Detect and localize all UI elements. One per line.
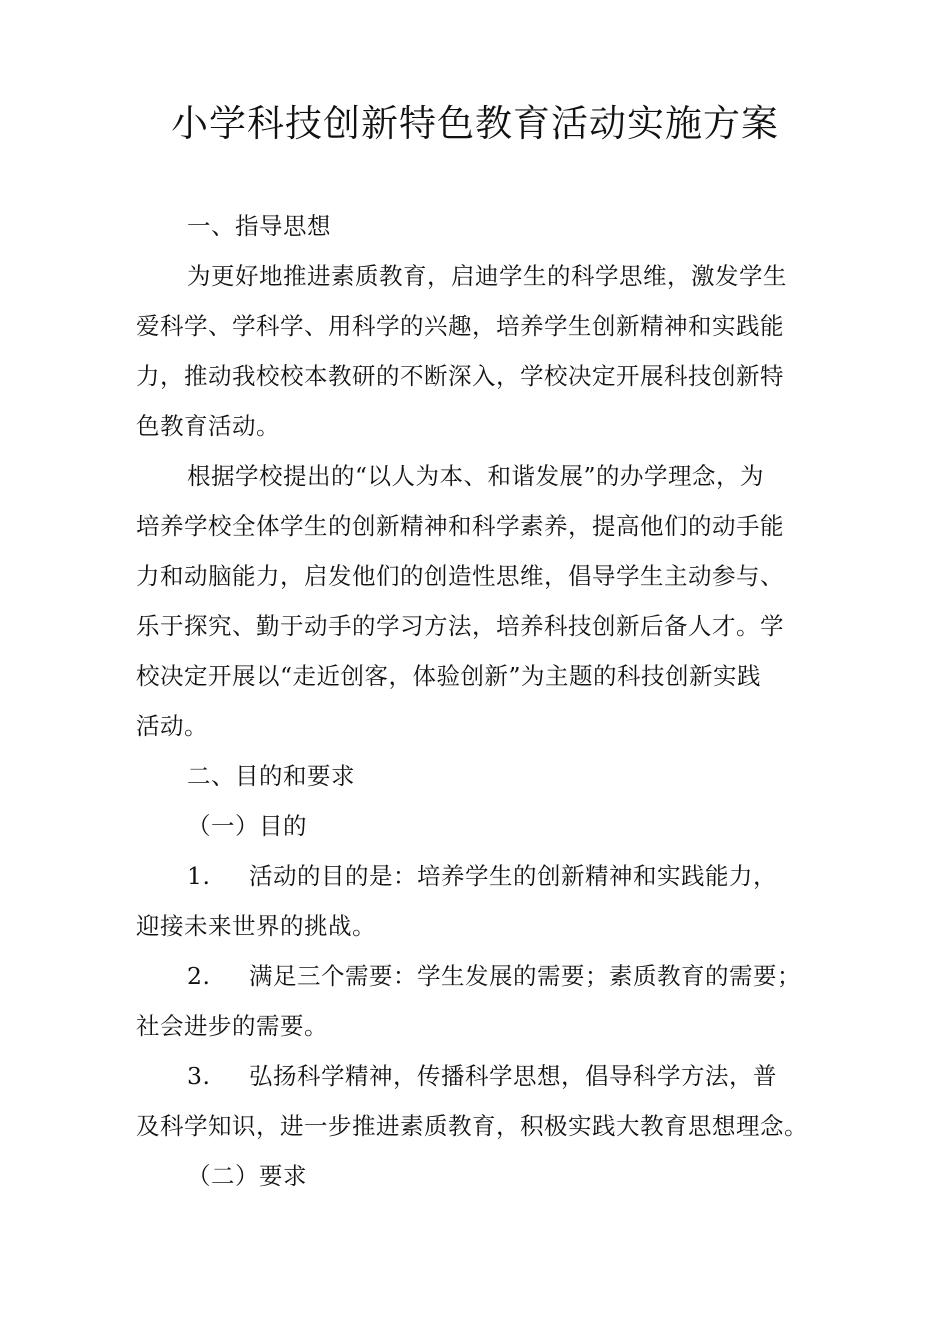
paragraph-line: 社会进步的需要。 [136, 1012, 328, 1040]
paragraph-line: 活动。 [136, 712, 208, 740]
subsection-heading-purpose: （一）目的 [187, 812, 307, 840]
section-heading-guiding-thought: 一、指导思想 [187, 212, 331, 240]
paragraph-line: 根据学校提出的“以人为本、和谐发展”的办学理念，为 [187, 462, 765, 490]
list-item-text: 满足三个需要：学生发展的需要；素质教育的需要； [249, 962, 801, 990]
paragraph-line: 乐于探究、勤于动手的学习方法，培养科技创新后备人才。学 [136, 612, 784, 640]
list-number: 3. [187, 1062, 211, 1090]
list-item [187, 858, 777, 894]
section-heading-purpose-requirements: 二、目的和要求 [187, 762, 355, 790]
paragraph-line: 培养学校全体学生的创新精神和科学素养，提高他们的动手能 [136, 512, 784, 540]
paragraph-line: 为更好地推进素质教育，启迪学生的科学思维，激发学生 [187, 262, 787, 290]
paragraph-line: 力，推动我校校本教研的不断深入，学校决定开展科技创新特 [136, 362, 784, 390]
list-number: 1. [187, 862, 211, 890]
paragraph-line: 迎接未来世界的挑战。 [136, 912, 376, 940]
paragraph-line: 色教育活动。 [136, 412, 280, 440]
paragraph-line: 及科学知识，进一步推进素质教育，积极实践大教育思想理念。 [136, 1112, 808, 1140]
subsection-heading-requirements: （二）要求 [187, 1162, 307, 1190]
list-number: 2. [187, 962, 211, 990]
paragraph-line: 校决定开展以“走近创客，体验创新”为主题的科技创新实践 [136, 662, 762, 690]
list-item-text: 活动的目的是：培养学生的创新精神和实践能力， [249, 862, 777, 890]
paragraph-line: 力和动脑能力，启发他们的创造性思维，倡导学生主动参与、 [136, 562, 784, 590]
document-title: 小学科技创新特色教育活动实施方案 [171, 102, 779, 145]
paragraph-line: 爱科学、学科学、用科学的兴趣，培养学生创新精神和实践能 [136, 312, 784, 340]
list-item-text: 弘扬科学精神，传播科学思想，倡导科学方法，普 [249, 1062, 777, 1090]
list-item [187, 958, 801, 994]
list-item [187, 1058, 777, 1094]
